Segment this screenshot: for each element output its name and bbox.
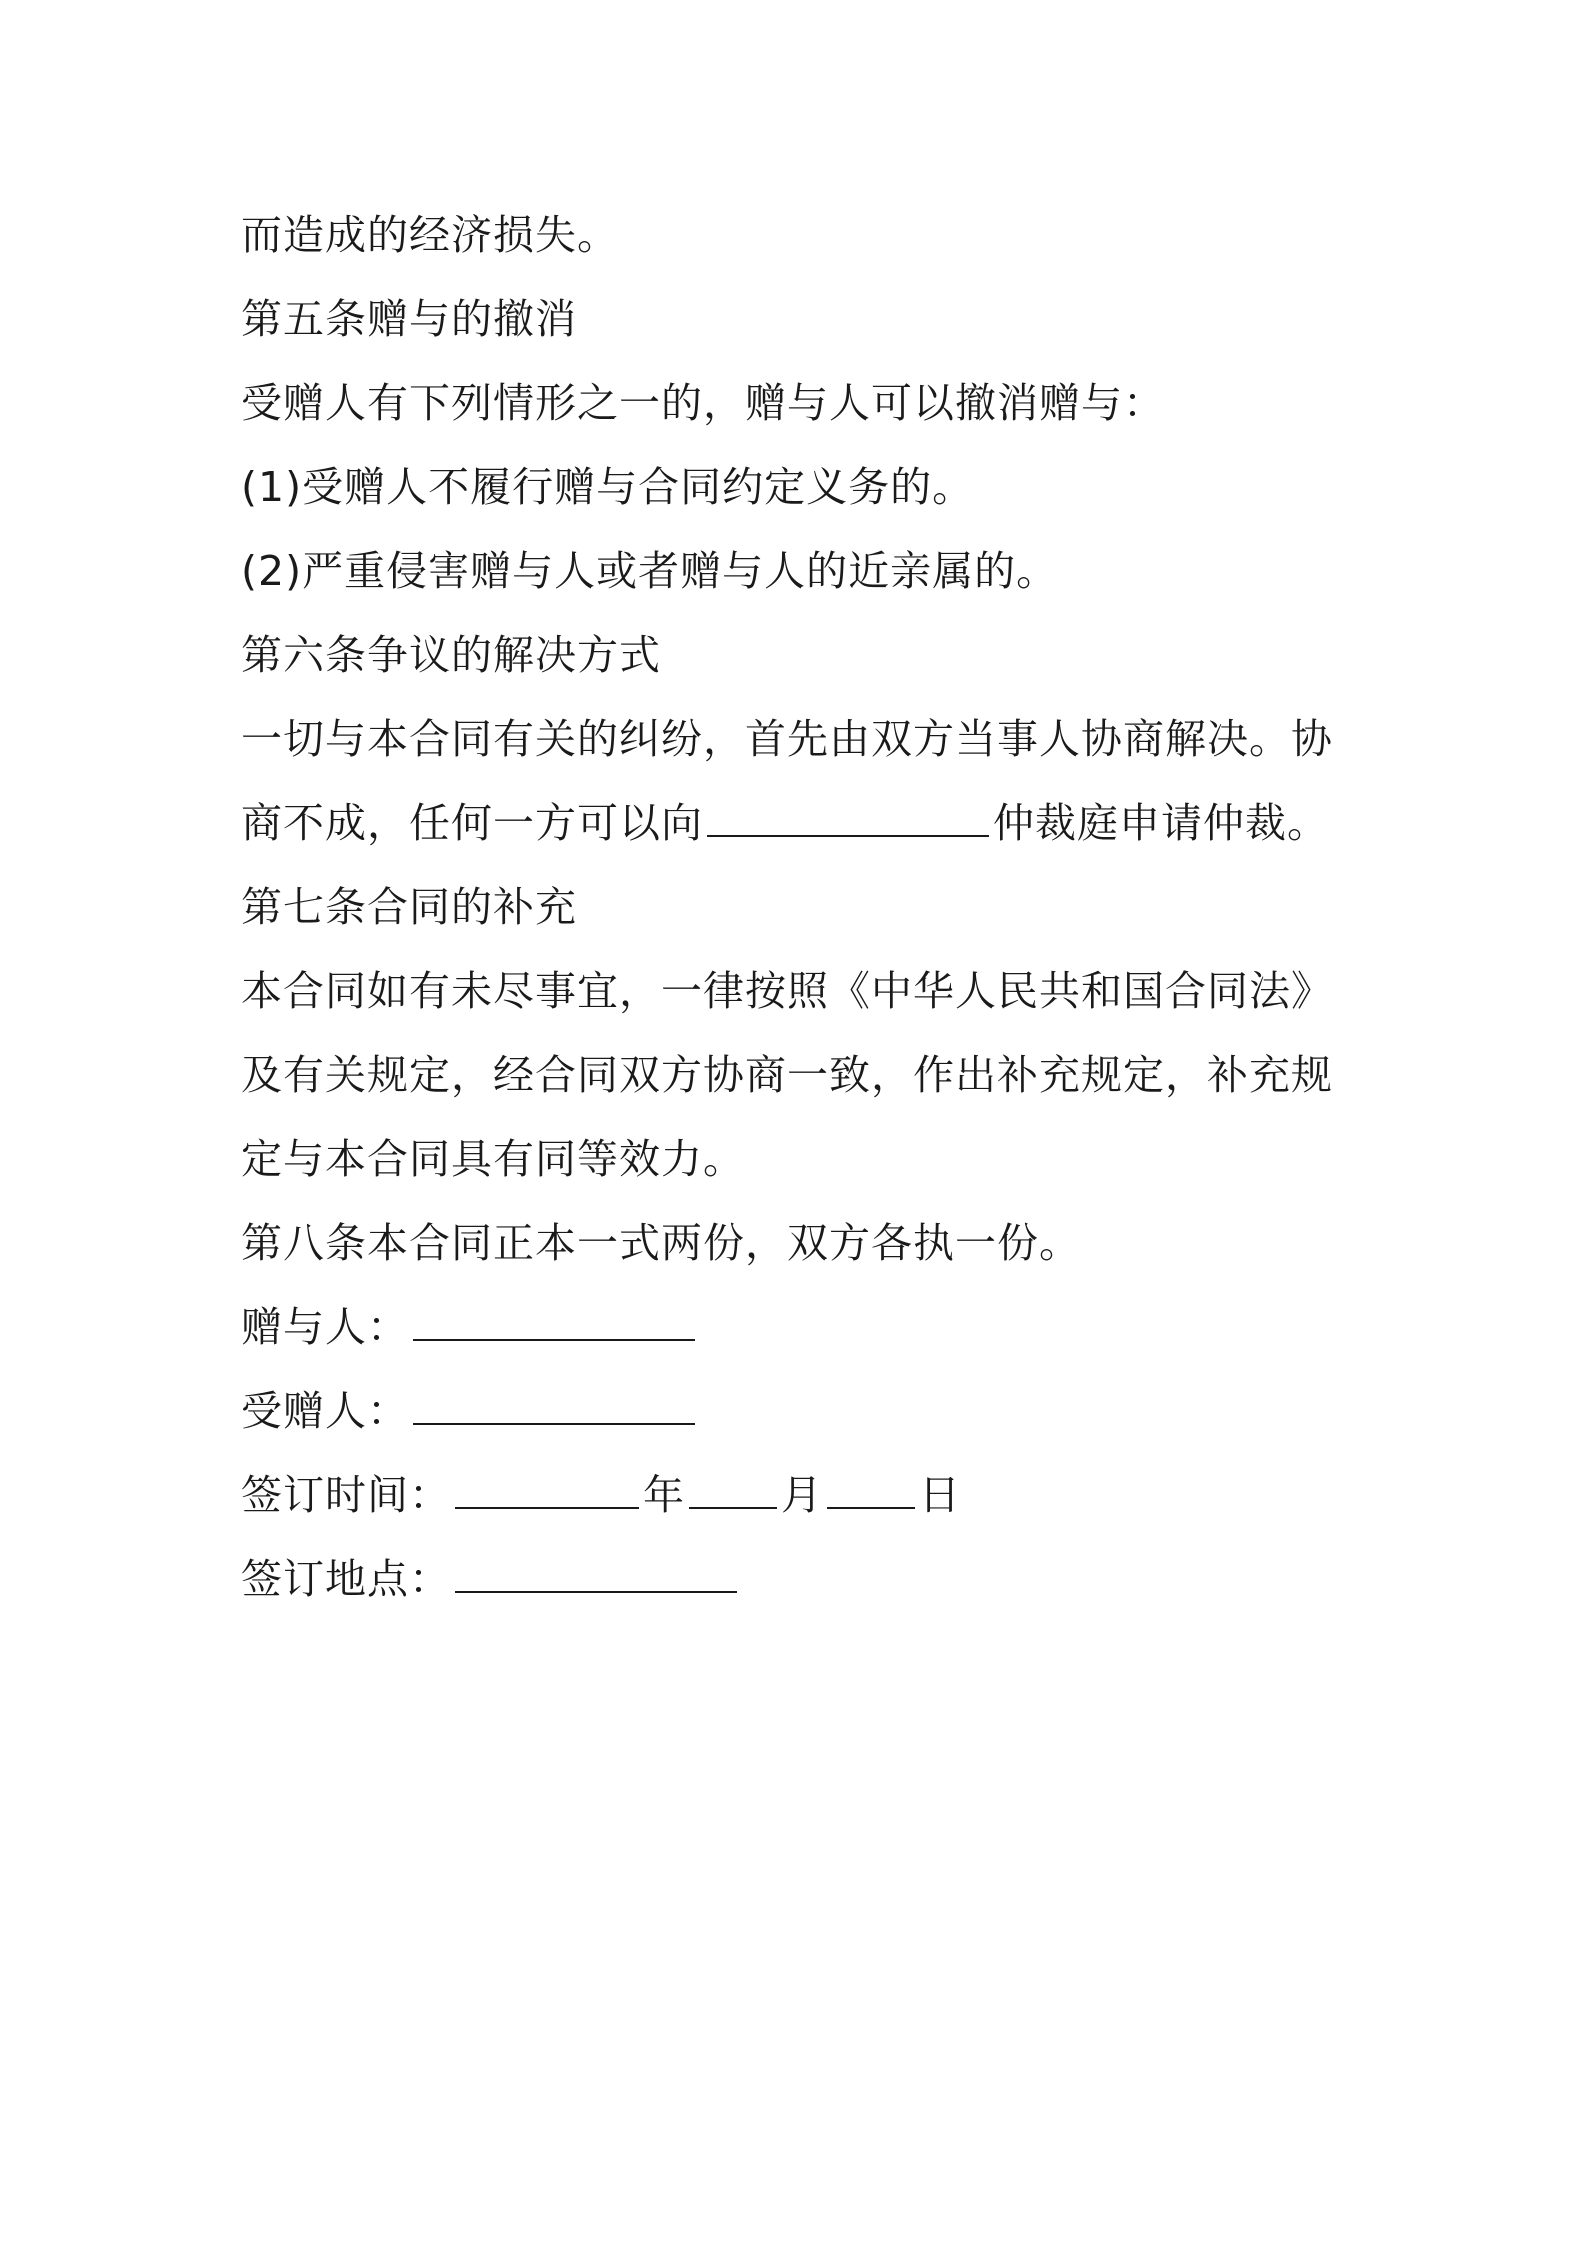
donee-signature-line <box>241 1369 1361 1453</box>
list-item: (1)受赠人不履行赠与合同约定义务的。 <box>241 463 975 511</box>
paragraph-line: 而造成的经济损失。 <box>241 211 619 259</box>
list-item: (2)严重侵害赠与人或者赠与人的近亲属的。 <box>241 547 1059 595</box>
place-blank[interactable] <box>455 1553 737 1593</box>
paragraph-line: 定与本合同具有同等效力。 <box>241 1135 745 1183</box>
date-label: 签订时间： <box>241 1471 451 1519</box>
day-blank[interactable] <box>827 1469 915 1509</box>
document-body <box>241 193 1361 1621</box>
sign-date-line <box>241 1453 1361 1537</box>
paragraph-line: 本合同如有未尽事宜，一律按照《中华人民共和国合同法》 <box>241 967 1333 1015</box>
donee-blank[interactable] <box>413 1385 695 1425</box>
month-label: 月 <box>781 1471 823 1519</box>
paragraph-text: 仲裁庭申请仲裁。 <box>993 799 1329 847</box>
day-label: 日 <box>919 1471 961 1519</box>
article-8-line: 第八条本合同正本一式两份，双方各执一份。 <box>241 1219 1081 1267</box>
year-blank[interactable] <box>455 1469 639 1509</box>
article-5-heading: 第五条赠与的撤消 <box>241 295 577 343</box>
paragraph-line <box>241 781 1361 865</box>
paragraph-line: 一切与本合同有关的纠纷，首先由双方当事人协商解决。协 <box>241 715 1333 763</box>
article-7-heading: 第七条合同的补充 <box>241 883 577 931</box>
donor-signature-line <box>241 1285 1361 1369</box>
arbitration-blank[interactable] <box>707 797 989 837</box>
paragraph-line: 及有关规定，经合同双方协商一致，作出补充规定，补充规 <box>241 1051 1333 1099</box>
sign-place-line <box>241 1537 1361 1621</box>
paragraph-text: 商不成，任何一方可以向 <box>241 799 703 847</box>
donor-blank[interactable] <box>413 1301 695 1341</box>
place-label: 签订地点： <box>241 1555 451 1603</box>
article-6-heading: 第六条争议的解决方式 <box>241 631 661 679</box>
paragraph-line: 受赠人有下列情形之一的，赠与人可以撤消赠与： <box>241 379 1165 427</box>
donor-label: 赠与人： <box>241 1303 409 1351</box>
year-label: 年 <box>643 1471 685 1519</box>
month-blank[interactable] <box>689 1469 777 1509</box>
donee-label: 受赠人： <box>241 1387 409 1435</box>
